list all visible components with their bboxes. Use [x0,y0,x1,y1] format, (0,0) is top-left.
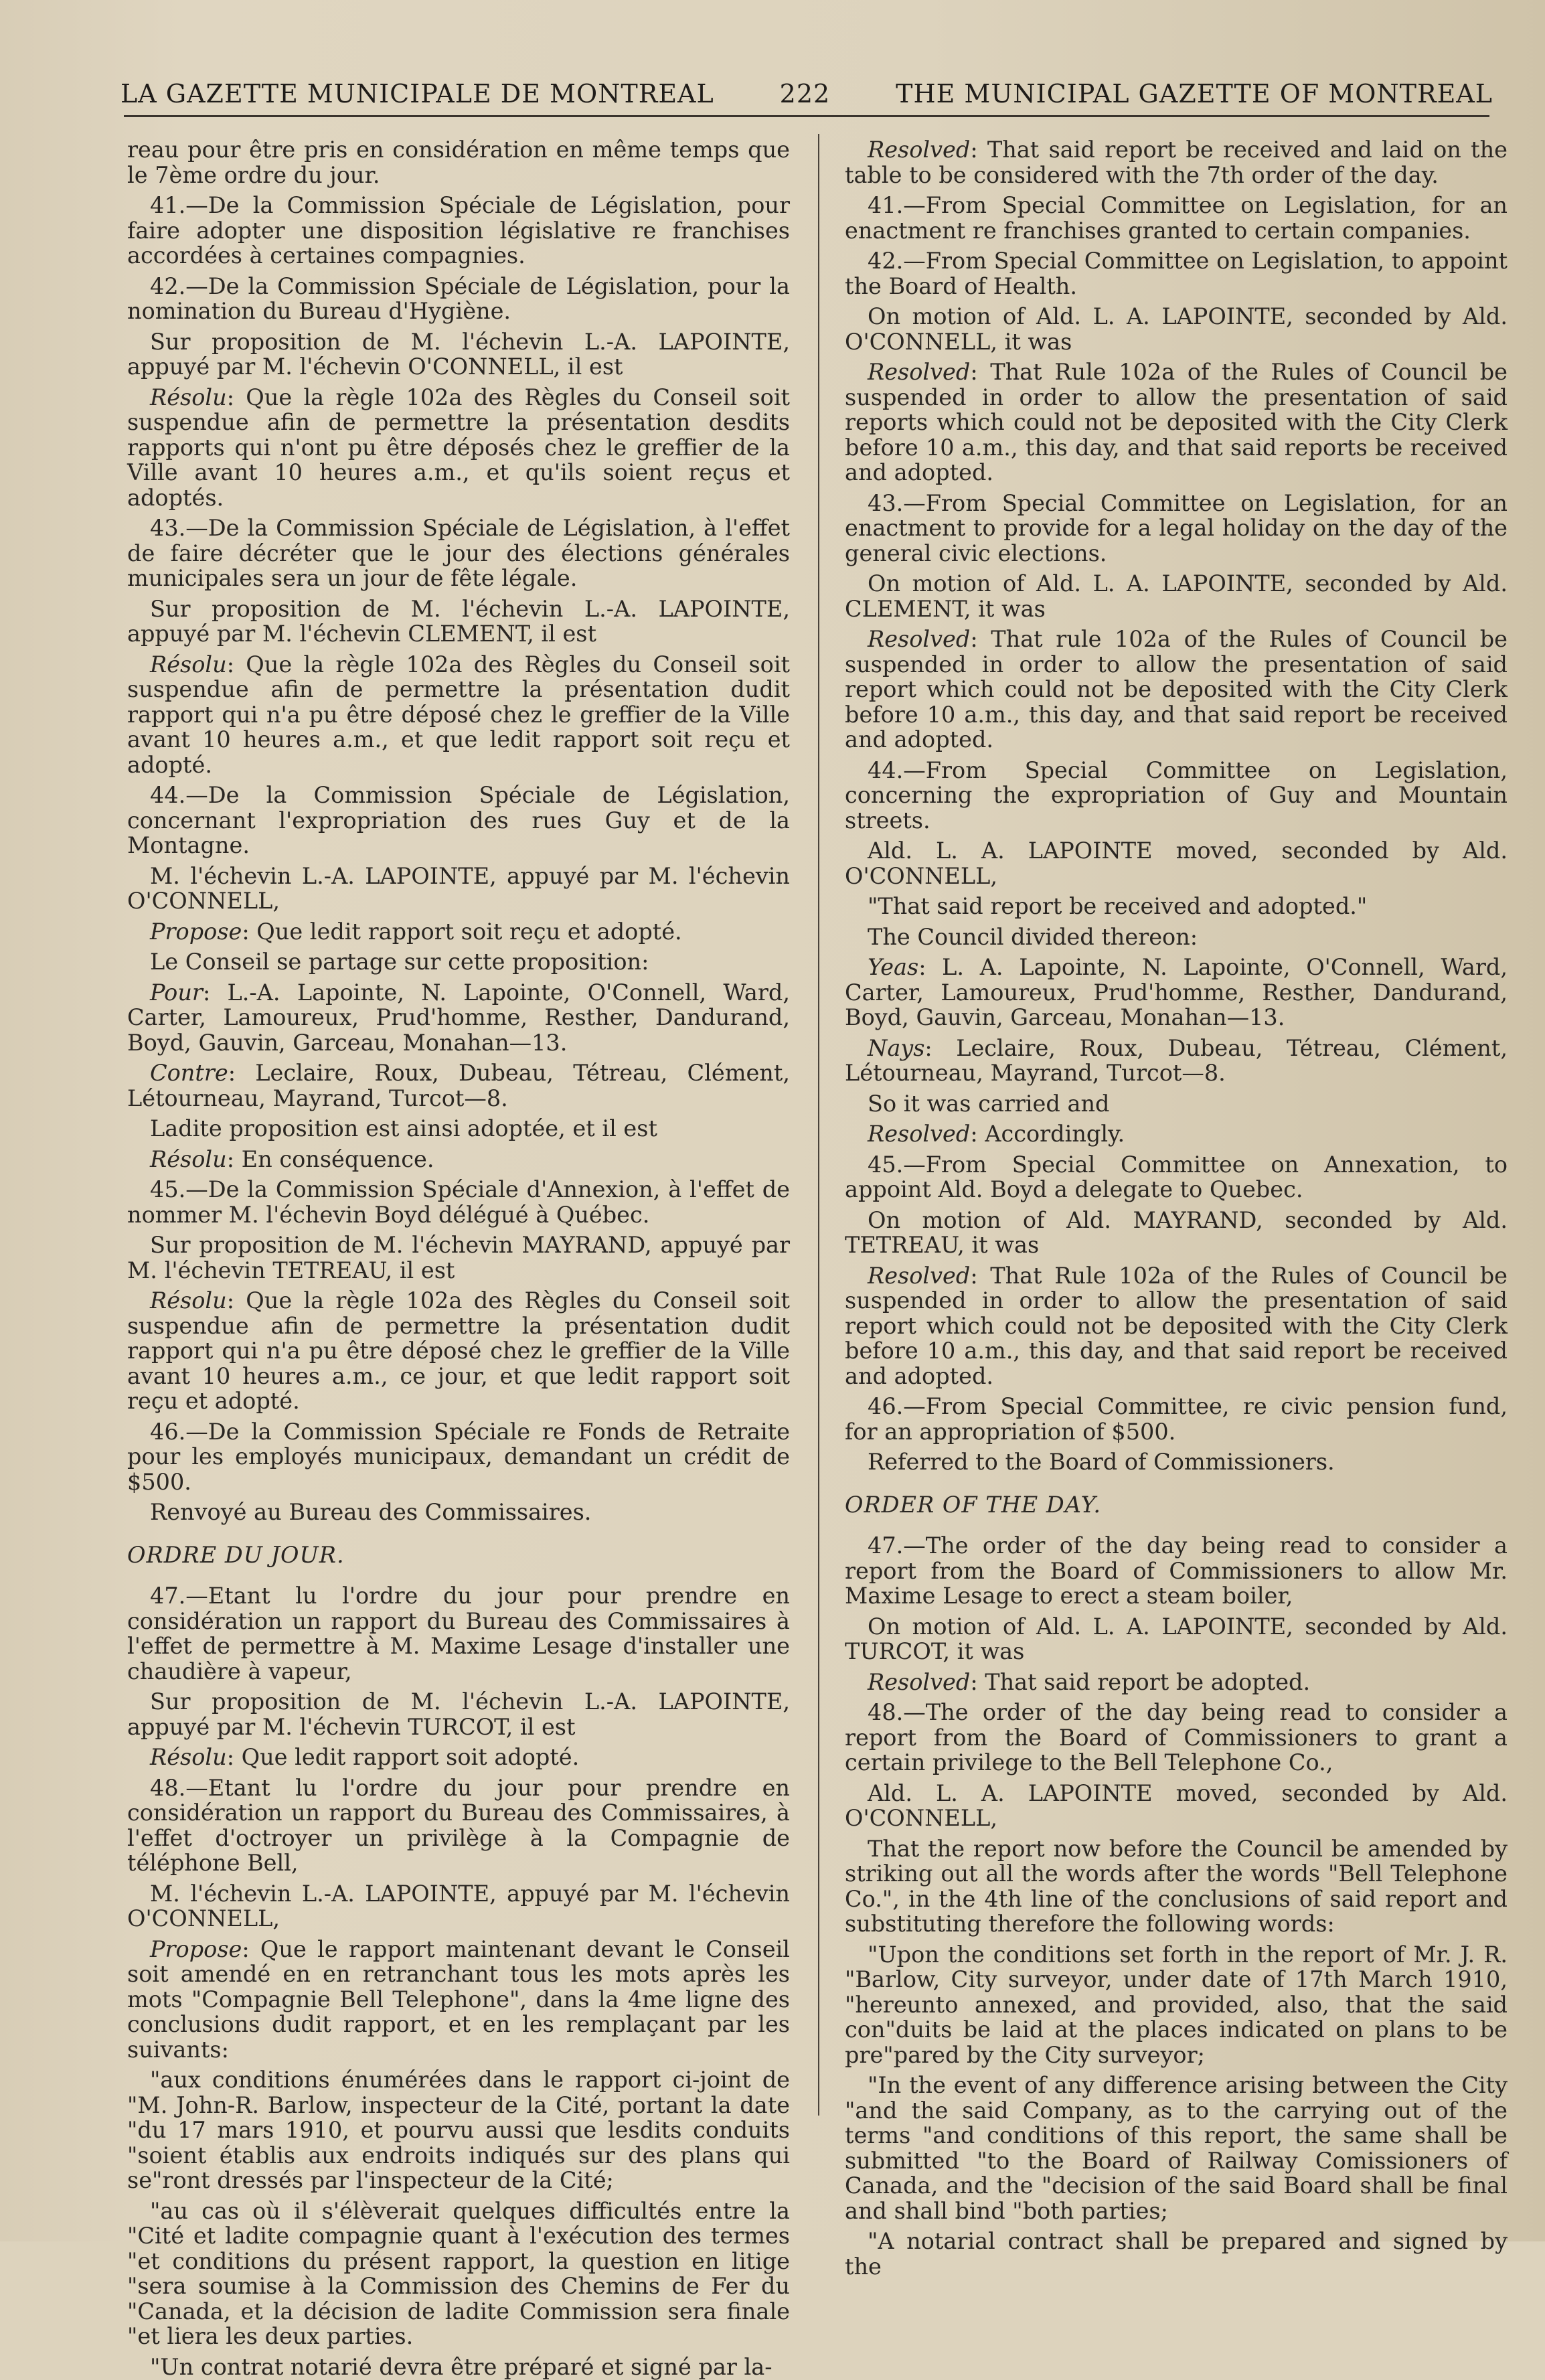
motion-label: Resolved [868,1668,971,1695]
paragraph-text: : Que le rapport maintenant devant le Conseil soit amendé en en retranchant tous les mots après les mots "Compagnie Bell Telephone", dans la 4me ligne des conclusions dudit rapport, et en les remplaçant par les suivants: [127,1935,790,2063]
minutes-paragraph: 48.—The order of the day being read to consider a report from the Board of Commissioners to grant a certain privilege to the Bell Telephone Co., [845,1699,1508,1775]
motion-label: Pour [150,979,203,1006]
minutes-paragraph: "Upon the conditions set forth in the report of Mr. J. R. "Barlow, City surveyor, under date of 17th March 1910, "hereunto annexed, and provided, also, that the said con"duits be laid at the places indicated on plans to be pre"pared by the City surveyor; [845,1941,1508,2068]
minutes-paragraph: 47.—The order of the day being read to consider a report from the Board of Commissioners to allow Mr. Maxime Lesage to erect a steam boiler, [845,1532,1508,1609]
minutes-paragraph: 43.—From Special Committee on Legislation, for an enactment to provide for a legal holiday on the day of the general civic elections. [845,489,1508,566]
section-heading: ORDER OF THE DAY. [845,1491,1102,1518]
resolution-paragraph [127,1288,790,1414]
motion-label: Résolu [150,384,227,410]
paragraph-text: : That Rule 102a of the Rules of Council be suspended in order to allow the presentation of said reports which could not be deposited with the City Clerk before 10 a.m., this day, and that said reports be received and adopted. [845,359,1508,485]
resolution-paragraph [127,1937,790,2063]
paragraph-text: : Que ledit rapport soit reçu et adopté. [242,918,682,945]
minutes-paragraph: 46.—De la Commission Spéciale re Fonds de Retraite pour les employés municipaux, demandant un crédit de $500. [127,1418,790,1495]
paragraph-text: : En conséquence. [226,1145,434,1172]
resolution-paragraph [127,1147,790,1172]
minutes-paragraph: Renvoyé au Bureau des Commissaires. [150,1499,592,1525]
header-french-title: LA GAZETTE MUNICIPALE DE MONTREAL [120,79,714,108]
minutes-paragraph: Ald. L. A. LAPOINTE moved, seconded by Ald. O'CONNELL, [845,838,1508,889]
minutes-paragraph: 41.—From Special Committee on Legislation, for an enactment re franchises granted to certain companies. [845,192,1508,244]
minutes-paragraph: So it was carried and [868,1090,1110,1117]
motion-label: Contre [150,1060,228,1086]
motion-label: Resolved [868,626,971,652]
paragraph-text: : Leclaire, Roux, Dubeau, Tétreau, Clément, Létourneau, Mayrand, Turcot—8. [845,1034,1508,1086]
column-divider [818,134,819,2116]
motion-label: Résolu [150,1145,227,1172]
minutes-paragraph: Ald. L. A. LAPOINTE moved, seconded by Ald. O'CONNELL, [845,1779,1508,1831]
minutes-paragraph: reau pour être pris en considération en même temps que le 7ème ordre du jour. [127,137,790,188]
page-number: 222 [779,79,831,108]
paragraph-text: : L. A. Lapointe, N. Lapointe, O'Connell, Ward, Carter, Lamoureux, Prud'homme, Resther, Dandurand, Boyd, Gauvin, Garceau, Monahan—13. [845,954,1508,1030]
section-heading: ORDRE DU JOUR. [127,1541,345,1568]
header-english-title: THE MUNICIPAL GAZETTE OF MONTREAL [896,79,1493,108]
motion-label: Résolu [150,1287,227,1314]
minutes-paragraph: 47.—Etant lu l'ordre du jour pour prendre en considération un rapport du Bureau des Commissaires à l'effet de permettre à M. Maxime Lesage d'installer une chaudière à vapeur, [127,1583,790,1684]
minutes-paragraph: Referred to the Board of Commissioners. [868,1449,1335,1475]
motion-label: Resolved [868,1262,971,1289]
minutes-paragraph: Ladite proposition est ainsi adoptée, et il est [150,1115,657,1141]
minutes-paragraph: Sur proposition de M. l'échevin MAYRAND, appuyé par M. l'échevin TETREAU, il est [127,1232,790,1283]
resolution-paragraph [845,1670,1508,1695]
english-column [845,137,1508,2280]
minutes-paragraph: Sur proposition de M. l'échevin L.-A. LAPOINTE, appuyé par M. l'échevin O'CONNELL, il est [127,328,790,380]
minutes-paragraph: 42.—From Special Committee on Legislation, to appoint the Board of Health. [845,248,1508,299]
paragraph-text: : Que ledit rapport soit adopté. [226,1744,580,1770]
minutes-paragraph: "A notarial contract shall be prepared and signed by the [845,2228,1508,2280]
minutes-paragraph: Sur proposition de M. l'échevin L.-A. LAPOINTE, appuyé par M. l'échevin CLEMENT, il est [127,595,790,647]
paragraph-text: : Que la règle 102a des Règles du Conseil soit suspendue afin de permettre la présentation desdits rapports qui n'ont pu être déposés chez le greffier de la Ville avant 10 heures a.m., et qu'ils soient reçus et adoptés. [127,384,790,511]
paragraph-text: : That Rule 102a of the Rules of Council be suspended in order to allow the presentation of said report which could not be deposited with the City Clerk before 10 a.m., this day, and that said report be received and adopted. [845,1262,1508,1389]
motion-label: Resolved [868,359,971,385]
resolution-paragraph [845,1121,1508,1147]
paragraph-text: : That rule 102a of the Rules of Council be suspended in order to allow the presentation of said report which could not be deposited with the City Clerk before 10 a.m., this day, and that said report be received and adopted. [845,626,1508,752]
minutes-paragraph: "That said report be received and adopted." [868,893,1368,919]
paragraph-text: : L.-A. Lapointe, N. Lapointe, O'Connell, Ward, Carter, Lamoureux, Prud'homme, Resther, Dandurand, Boyd, Gauvin, Garceau, Monahan—13. [127,979,790,1056]
minutes-paragraph: M. l'échevin L.-A. LAPOINTE, appuyé par M. l'échevin O'CONNELL, [127,1880,790,1931]
minutes-paragraph: On motion of Ald. L. A. LAPOINTE, seconded by Ald. CLEMENT, it was [845,570,1508,622]
paragraph-text: : Accordingly. [970,1121,1125,1147]
paragraph-text: : Leclaire, Roux, Dubeau, Tétreau, Clément, Létourneau, Mayrand, Turcot—8. [127,1060,790,1111]
paragraph-text: : That said report be received and laid on the table to be considered with the 7th order of the day. [845,137,1508,188]
motion-label: Yeas [868,954,919,980]
motion-label: Résolu [150,651,227,678]
resolution-paragraph [127,1060,790,1111]
minutes-paragraph: 46.—From Special Committee, re civic pension fund, for an appropriation of $500. [845,1393,1508,1445]
resolution-paragraph [127,385,790,511]
motion-label: Resolved [868,1121,971,1147]
minutes-paragraph: "aux conditions énumérées dans le rapport ci-joint de "M. John-R. Barlow, inspecteur de la Cité, portant la date "du 17 mars 1910, et pourvu aussi que lesdits conduits "soient établis aux endroits indiqués sur des plans qui se"ront dressés par l'inspecteur de la Cité; [127,2067,790,2193]
page-header [120,74,1493,114]
minutes-paragraph: "In the event of any difference arising between the City "and the said Company, as to the carrying out of the terms "and conditions of this report, the same shall be submitted "to the Board of Railway Comissioners of Canada, and the "decision of the said Board shall be final and shall bind "both parties; [845,2072,1508,2224]
minutes-paragraph: On motion of Ald. L. A. LAPOINTE, seconded by Ald. TURCOT, it was [845,1613,1508,1664]
paragraph-text: : Que la règle 102a des Règles du Conseil soit suspendue afin de permettre la présentation dudit rapport qui n'a pu être déposé chez le greffier de la Ville avant 10 heures a.m., et que ledit rapport soit reçu et adopté. [127,651,790,778]
minutes-paragraph: 45.—De la Commission Spéciale d'Annexion, à l'effet de nommer M. l'échevin Boyd délégué à Québec. [127,1176,790,1228]
motion-label: Propose [150,1935,242,1962]
minutes-paragraph: That the report now before the Council be amended by striking out all the words after the words "Bell Telephone Co.", in the 4th line of the conclusions of said report and substituting therefore the following words: [845,1835,1508,1937]
resolution-paragraph [845,955,1508,1030]
header-rule [124,115,1489,117]
minutes-paragraph: On motion of Ald. L. A. LAPOINTE, seconded by Ald. O'CONNELL, it was [845,303,1508,355]
minutes-paragraph: The Council divided thereon: [868,923,1198,950]
resolution-paragraph [845,1036,1508,1086]
resolution-paragraph [127,980,790,1056]
motion-label: Résolu [150,1744,227,1770]
minutes-paragraph: "au cas où il s'élèverait quelques difficultés entre la "Cité et ladite compagnie quant à l'exécution des termes "et conditions du présent rapport, la question en litige "sera soumise à la Commission des Chemins de Fer du "Canada, et la décision de ladite Commission sera finale "et liera les deux parties. [127,2197,790,2349]
minutes-paragraph: Sur proposition de M. l'échevin L.-A. LAPOINTE, appuyé par M. l'échevin TURCOT, il est [127,1688,790,1740]
minutes-paragraph: 44.—De la Commission Spéciale de Législation, concernant l'expropriation des rues Guy et de la Montagne. [127,782,790,858]
motion-label: Resolved [868,137,971,163]
paragraph-text: : Que la règle 102a des Règles du Conseil soit suspendue afin de permettre la présentation dudit rapport qui n'a pu être déposé chez le greffier de la Ville avant 10 heures a.m., ce jour, et que ledit rapport soit reçu et adopté. [127,1287,790,1414]
minutes-paragraph: 42.—De la Commission Spéciale de Législation, pour la nomination du Bureau d'Hygiène. [127,272,790,324]
minutes-paragraph: 43.—De la Commission Spéciale de Législation, à l'effet de faire décréter que le jour des élections générales municipales sera un jour de fête légale. [127,515,790,591]
resolution-paragraph [845,360,1508,485]
resolution-paragraph [845,137,1508,187]
minutes-paragraph: "Un contrat notarié devra être préparé et signé par la- [150,2353,772,2380]
minutes-paragraph: 44.—From Special Committee on Legislation, concerning the expropriation of Guy and Mountain streets. [845,757,1508,834]
minutes-paragraph: On motion of Ald. MAYRAND, seconded by Ald. TETREAU, it was [845,1206,1508,1258]
resolution-paragraph [845,627,1508,752]
minutes-paragraph: 48.—Etant lu l'ordre du jour pour prendre en considération un rapport du Bureau des Commissaires, à l'effet d'octroyer un privilège à la Compagnie de téléphone Bell, [127,1774,790,1876]
resolution-paragraph [127,1745,790,1770]
minutes-paragraph: 41.—De la Commission Spéciale de Législation, pour faire adopter une disposition législative re franchises accordées à certaines compagnies. [127,192,790,268]
minutes-paragraph: 45.—From Special Committee on Annexation, to appoint Ald. Boyd a delegate to Quebec. [845,1151,1508,1202]
motion-label: Nays [868,1034,925,1061]
minutes-paragraph: M. l'échevin L.-A. LAPOINTE, appuyé par M. l'échevin O'CONNELL, [127,862,790,914]
paragraph-text: : That said report be adopted. [970,1668,1311,1695]
resolution-paragraph [127,919,790,945]
resolution-paragraph [127,652,790,778]
french-column [127,137,790,2380]
motion-label: Propose [150,918,242,945]
minutes-paragraph: Le Conseil se partage sur cette proposition: [150,949,649,975]
resolution-paragraph [845,1263,1508,1389]
